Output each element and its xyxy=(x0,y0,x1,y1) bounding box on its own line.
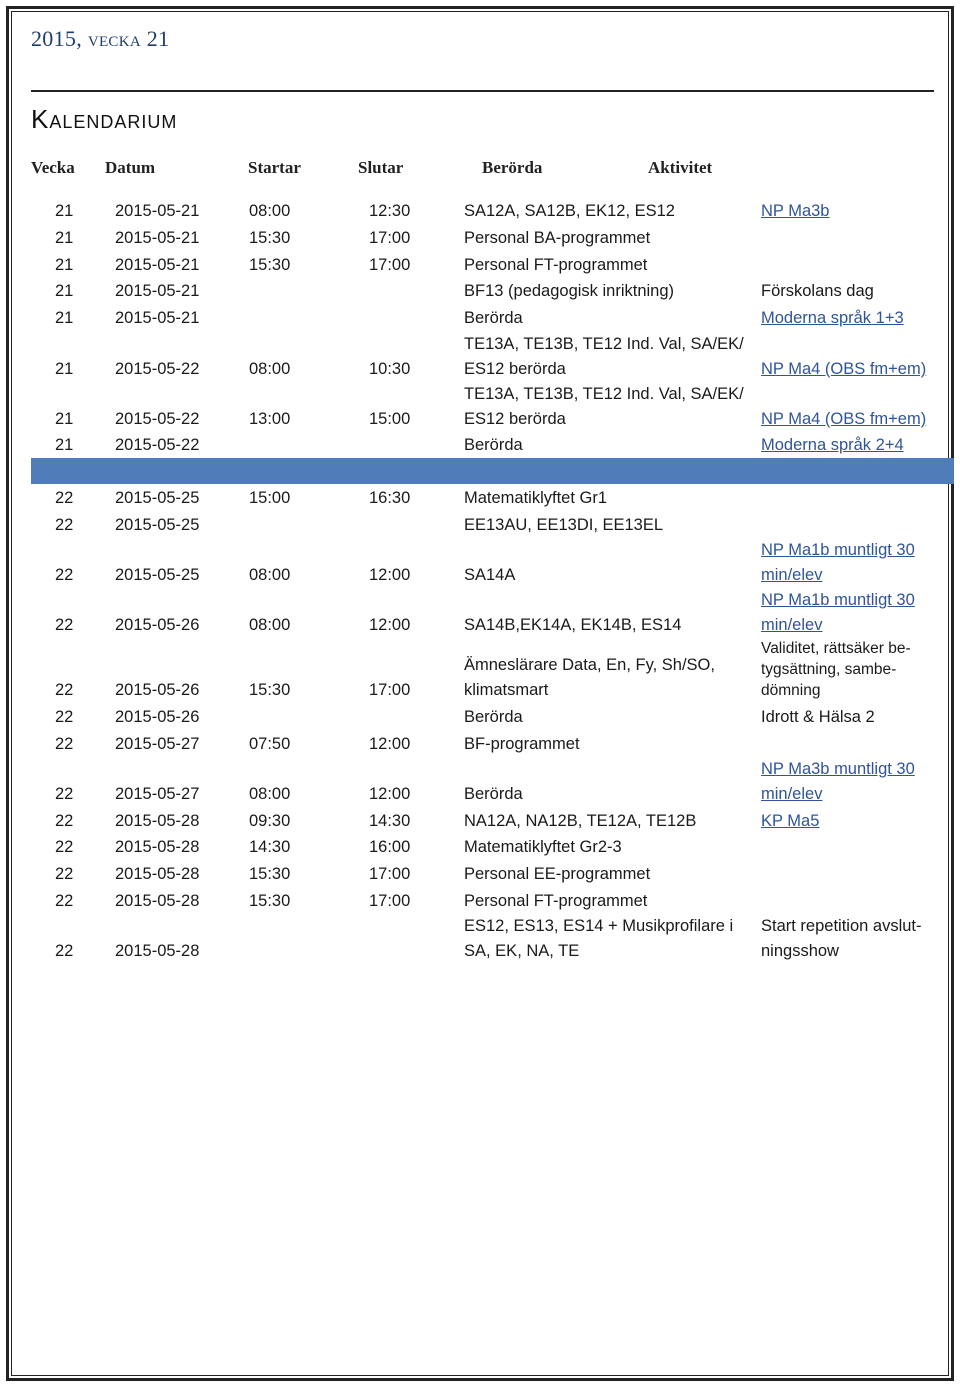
table-row xyxy=(0,588,960,638)
table-row xyxy=(0,637,960,703)
cell-vecka: 22 xyxy=(55,616,74,634)
cell-slutar: 17:00 xyxy=(369,229,411,247)
cell-startar: 15:30 xyxy=(249,865,291,883)
cell-datum: 2015-05-21 xyxy=(115,309,200,327)
cell-vecka: 22 xyxy=(55,489,74,507)
activity-link[interactable]: KP Ma5 xyxy=(761,812,820,830)
activity-link[interactable]: NP Ma4 (OBS fm+em) xyxy=(761,360,927,378)
cell-vecka: 22 xyxy=(55,838,74,856)
table-row xyxy=(0,332,960,382)
cell-vecka: 22 xyxy=(55,516,74,534)
cell-datum: 2015-05-28 xyxy=(115,812,200,830)
table-row xyxy=(0,485,960,511)
cell-slutar: 17:00 xyxy=(369,892,411,910)
cell-berorda: SA12A, SA12B, EK12, ES12 xyxy=(464,202,675,220)
table-row xyxy=(0,278,960,304)
cell-aktivitet: tygsättning, sambe- xyxy=(761,661,897,678)
cell-slutar: 14:30 xyxy=(369,812,411,830)
cell-vecka: 21 xyxy=(55,436,74,454)
cell-vecka: 22 xyxy=(55,735,74,753)
col-header-datum: Datum xyxy=(105,158,156,177)
col-header-slutar: Slutar xyxy=(358,158,404,177)
cell-datum: 2015-05-28 xyxy=(115,865,200,883)
table-row xyxy=(0,305,960,331)
cell-berorda: ES12, ES13, ES14 + Musikprofilare i xyxy=(464,917,734,935)
cell-berorda: Berörda xyxy=(464,309,523,327)
col-header-startar: Startar xyxy=(248,158,301,177)
cell-vecka: 21 xyxy=(55,309,74,327)
activity-link[interactable]: min/elev xyxy=(761,616,823,634)
table-row xyxy=(0,861,960,887)
week-separator-band xyxy=(31,458,954,484)
cell-datum: 2015-05-26 xyxy=(115,616,200,634)
cell-startar: 07:50 xyxy=(249,735,291,753)
cell-berorda: Matematiklyftet Gr2-3 xyxy=(464,838,622,856)
table-row xyxy=(0,538,960,588)
cell-datum: 2015-05-25 xyxy=(115,516,200,534)
cell-slutar: 16:00 xyxy=(369,838,411,856)
cell-berorda: EE13AU, EE13DI, EE13EL xyxy=(464,516,664,534)
cell-berorda: SA14B,EK14A, EK14B, ES14 xyxy=(464,616,682,634)
cell-startar: 08:00 xyxy=(249,785,291,803)
cell-vecka: 22 xyxy=(55,812,74,830)
activity-link[interactable]: Moderna språk 2+4 xyxy=(761,436,904,454)
activity-link[interactable]: min/elev xyxy=(761,566,823,584)
cell-datum: 2015-05-22 xyxy=(115,360,200,378)
cell-startar: 09:30 xyxy=(249,812,291,830)
cell-vecka: 22 xyxy=(55,785,74,803)
cell-aktivitet: Förskolans dag xyxy=(761,282,874,300)
cell-berorda: Berörda xyxy=(464,708,523,726)
table-row xyxy=(0,198,960,224)
cell-vecka: 22 xyxy=(55,865,74,883)
section-title: Kalendarium xyxy=(31,104,178,134)
document-header xyxy=(31,26,169,52)
cell-datum: 2015-05-21 xyxy=(115,229,200,247)
cell-startar: 15:00 xyxy=(249,489,291,507)
cell-datum: 2015-05-21 xyxy=(115,282,200,300)
cell-startar: 15:30 xyxy=(249,892,291,910)
cell-aktivitet: dömning xyxy=(761,682,821,699)
activity-link[interactable]: NP Ma3b muntligt 30 xyxy=(761,760,915,778)
activity-link[interactable]: min/elev xyxy=(761,785,823,803)
cell-vecka: 21 xyxy=(55,229,74,247)
cell-berorda: klimatsmart xyxy=(464,681,549,699)
cell-datum: 2015-05-22 xyxy=(115,436,200,454)
table-row xyxy=(0,704,960,730)
cell-berorda: Personal FT-programmet xyxy=(464,256,648,274)
cell-slutar: 12:30 xyxy=(369,202,411,220)
cell-vecka: 21 xyxy=(55,202,74,220)
cell-berorda: TE13A, TE13B, TE12 Ind. Val, SA/EK/ xyxy=(464,335,744,353)
cell-datum: 2015-05-27 xyxy=(115,785,200,803)
activity-link[interactable]: NP Ma3b xyxy=(761,202,830,220)
cell-datum: 2015-05-22 xyxy=(115,410,200,428)
cell-datum: 2015-05-21 xyxy=(115,202,200,220)
cell-startar: 15:30 xyxy=(249,256,291,274)
cell-slutar: 16:30 xyxy=(369,489,411,507)
cell-vecka: 22 xyxy=(55,708,74,726)
cell-berorda: TE13A, TE13B, TE12 Ind. Val, SA/EK/ xyxy=(464,385,744,403)
cell-berorda: Personal BA-programmet xyxy=(464,229,651,247)
cell-startar: 08:00 xyxy=(249,616,291,634)
activity-link[interactable]: NP Ma1b muntligt 30 xyxy=(761,591,915,609)
cell-slutar: 12:00 xyxy=(369,735,411,753)
cell-berorda: BF-programmet xyxy=(464,735,580,753)
cell-berorda: Berörda xyxy=(464,436,523,454)
cell-datum: 2015-05-25 xyxy=(115,489,200,507)
cell-berorda: Personal FT-programmet xyxy=(464,892,648,910)
table-row xyxy=(0,225,960,251)
cell-vecka: 21 xyxy=(55,282,74,300)
table-row xyxy=(0,432,960,458)
cell-slutar: 12:00 xyxy=(369,785,411,803)
table-row xyxy=(0,757,960,807)
table-row xyxy=(0,252,960,278)
cell-datum: 2015-05-21 xyxy=(115,256,200,274)
cell-vecka: 21 xyxy=(55,256,74,274)
cell-datum: 2015-05-25 xyxy=(115,566,200,584)
table-row xyxy=(0,834,960,860)
cell-berorda: ES12 berörda xyxy=(464,410,566,428)
cell-berorda: BF13 (pedagogisk inriktning) xyxy=(464,282,675,300)
table-row xyxy=(0,888,960,914)
col-header-vecka: Vecka xyxy=(31,158,75,177)
cell-startar: 15:30 xyxy=(249,681,291,699)
cell-berorda: NA12A, NA12B, TE12A, TE12B xyxy=(464,812,697,830)
table-row xyxy=(0,808,960,834)
header-year: 2015, xyxy=(31,26,82,51)
cell-aktivitet: Validitet, rättsäker be- xyxy=(761,640,911,657)
cell-datum: 2015-05-26 xyxy=(115,681,200,699)
cell-slutar: 10:30 xyxy=(369,360,411,378)
cell-startar: 13:00 xyxy=(249,410,291,428)
header-week-number: 21 xyxy=(146,26,170,51)
header-week-label: vecka xyxy=(87,26,141,51)
cell-datum: 2015-05-28 xyxy=(115,838,200,856)
cell-slutar: 17:00 xyxy=(369,256,411,274)
cell-vecka: 22 xyxy=(55,942,74,960)
cell-startar: 08:00 xyxy=(249,360,291,378)
activity-link[interactable]: Moderna språk 1+3 xyxy=(761,309,904,327)
table-row xyxy=(0,382,960,432)
col-header-berorda: Berörda xyxy=(482,158,543,177)
cell-aktivitet: Idrott & Hälsa 2 xyxy=(761,708,875,726)
cell-startar: 08:00 xyxy=(249,202,291,220)
cell-datum: 2015-05-28 xyxy=(115,942,200,960)
activity-link[interactable]: NP Ma1b muntligt 30 xyxy=(761,541,915,559)
cell-berorda: ES12 berörda xyxy=(464,360,566,378)
cell-berorda: SA14A xyxy=(464,566,516,584)
cell-vecka: 22 xyxy=(55,566,74,584)
cell-datum: 2015-05-27 xyxy=(115,735,200,753)
cell-berorda: Personal EE-programmet xyxy=(464,865,651,883)
cell-vecka: 21 xyxy=(55,410,74,428)
cell-berorda: Berörda xyxy=(464,785,523,803)
cell-vecka: 22 xyxy=(55,681,74,699)
cell-vecka: 22 xyxy=(55,892,74,910)
col-header-aktivitet: Aktivitet xyxy=(648,158,713,177)
cell-aktivitet: ningsshow xyxy=(761,942,839,960)
cell-datum: 2015-05-26 xyxy=(115,708,200,726)
cell-startar: 08:00 xyxy=(249,566,291,584)
cell-slutar: 12:00 xyxy=(369,566,411,584)
cell-startar: 15:30 xyxy=(249,229,291,247)
cell-berorda: SA, EK, NA, TE xyxy=(464,942,580,960)
header-rule xyxy=(31,90,934,92)
table-row xyxy=(0,731,960,757)
cell-slutar: 17:00 xyxy=(369,681,411,699)
cell-slutar: 12:00 xyxy=(369,616,411,634)
table-row xyxy=(0,512,960,538)
cell-slutar: 17:00 xyxy=(369,865,411,883)
cell-berorda: Matematiklyftet Gr1 xyxy=(464,489,608,507)
cell-datum: 2015-05-28 xyxy=(115,892,200,910)
cell-slutar: 15:00 xyxy=(369,410,411,428)
cell-aktivitet: Start repetition avslut- xyxy=(761,917,922,935)
table-row xyxy=(0,914,960,964)
activity-link[interactable]: NP Ma4 (OBS fm+em) xyxy=(761,410,927,428)
cell-startar: 14:30 xyxy=(249,838,291,856)
cell-vecka: 21 xyxy=(55,360,74,378)
cell-berorda: Ämneslärare Data, En, Fy, Sh/SO, xyxy=(464,656,715,674)
